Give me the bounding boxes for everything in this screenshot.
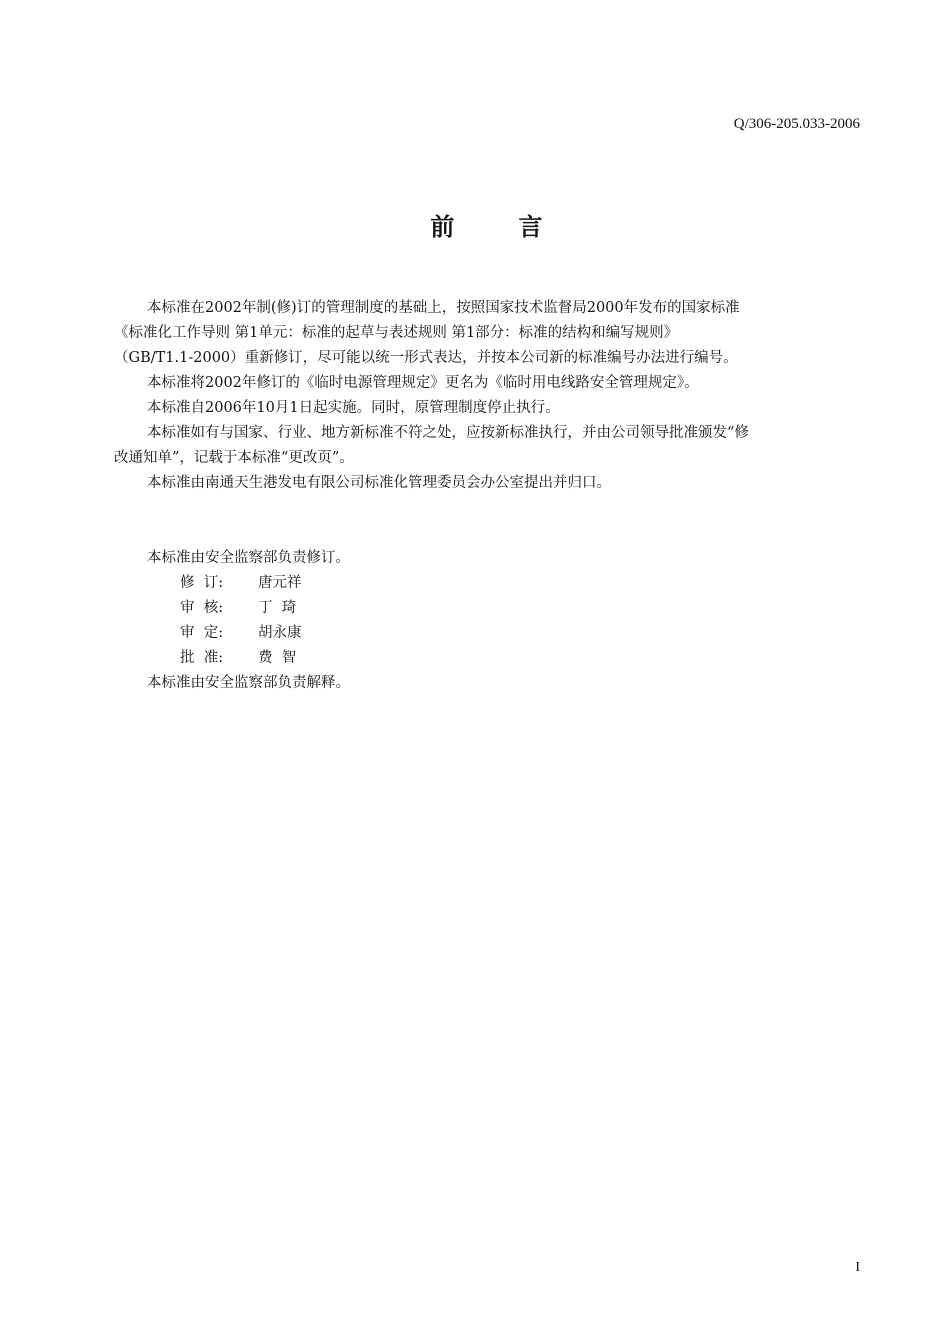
signature-name: 丁 琦: [258, 600, 297, 616]
paragraph-line: 本标准在2002年制(修)订的管理制度的基础上，按照国家技术监督局2000年发布的国家标准: [147, 300, 740, 316]
signature-role: 修 订:: [180, 575, 224, 591]
page-number: I: [855, 1260, 860, 1275]
paragraph-line: 《标准化工作导则 第1单元：标准的起草与表述规则 第1部分：标准的结构和编写规则》: [114, 325, 679, 341]
signature-role: 审 定:: [180, 625, 224, 641]
signature-name: 胡永康: [258, 625, 302, 641]
signature-row: [114, 621, 854, 646]
paragraph-revision-basis: [114, 296, 854, 371]
revising-department: 本标准由安全监察部负责修订。: [147, 550, 350, 566]
paragraph-rename: 本标准将2002年修订的《临时电源管理规定》更名为《临时用电线路安全管理规定》。: [147, 375, 699, 391]
section-spacer: [114, 496, 854, 546]
paragraph-conflict-rule: [114, 421, 854, 471]
page-title: 前 言: [430, 213, 545, 241]
signature-name: 唐元祥: [258, 575, 302, 591]
interpreting-department: 本标准由安全监察部负责解释。: [147, 675, 350, 691]
signature-list: [114, 571, 854, 671]
signature-role: 审 核:: [180, 600, 224, 616]
signature-name: 费 智: [258, 650, 297, 666]
paragraph-proposer: 本标准由南通天生港发电有限公司标准化管理委员会办公室提出并归口。: [147, 475, 611, 491]
foreword-body: [114, 296, 854, 696]
paragraph-effective-date: 本标准自2006年10月1日起实施。同时，原管理制度停止执行。: [147, 400, 560, 416]
paragraph-line: 改通知单”，记载于本标准“更改页”。: [114, 450, 354, 466]
paragraph-line: 本标准如有与国家、行业、地方新标准不符之处，应按新标准执行，并由公司领导批准颁发“修: [147, 425, 749, 441]
paragraph-line: （GB/T1.1-2000）重新修订，尽可能以统一形式表达，并按本公司新的标准编号办法进行编号。: [114, 350, 738, 366]
signature-row: [114, 646, 854, 671]
signature-row: [114, 596, 854, 621]
document-number: Q/306-205.033-2006: [733, 116, 860, 132]
signature-role: 批 准:: [180, 650, 224, 666]
signature-row: [114, 571, 854, 596]
